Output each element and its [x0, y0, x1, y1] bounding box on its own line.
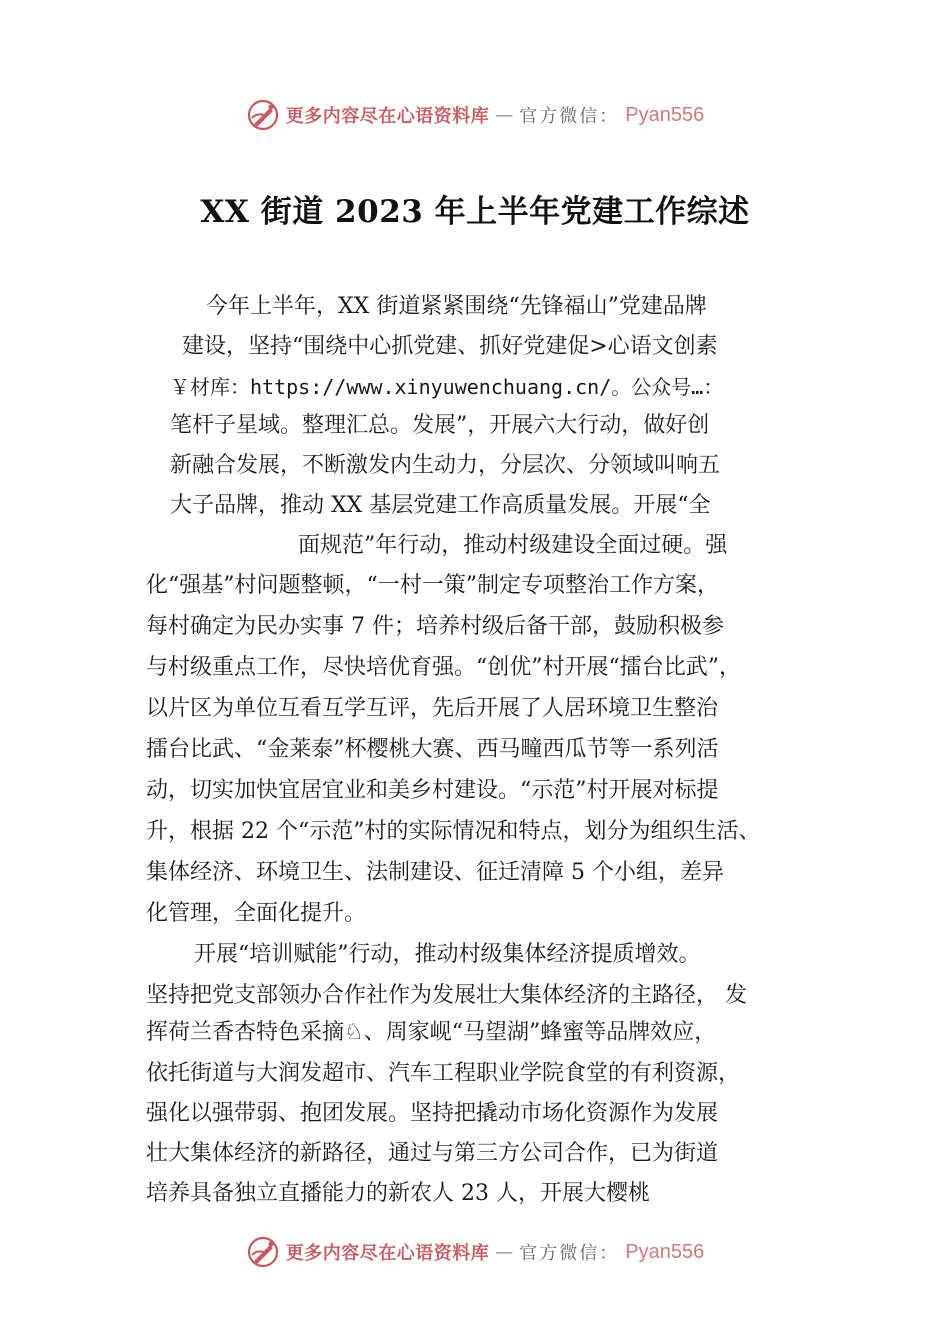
body-line: 依托街道与大润发超市、汽车工程职业学院食堂的有利资源， [146, 1061, 741, 1086]
watermark-service: 官方微信： [519, 106, 620, 127]
body-line: 集体经济、环境卫生、法制建设、征迁清障 5 个小组，差异 [146, 860, 724, 885]
body-line: 升，根据 22 个“示范”村的实际情况和特点，划分为组织生活、 [146, 819, 761, 844]
header-watermark [0, 95, 950, 135]
body-line: 与村级重点工作，尽快培优育强。“创优”村开展“擂台比武”， [146, 655, 741, 680]
body-line: 新融合发展，不断激发内生动力，分层次、分领域叫响五 [170, 453, 721, 478]
body-line: 强化以强带弱、抱团发展。坚持把撬动市场化资源作为发展 [146, 1101, 719, 1126]
body-line: 笔杆子星域。整理汇总。发展”，开展六大行动，做好创 [170, 413, 710, 438]
body-line: 建设，坚持“围绕中心抓党建、抓好党建促>心语文创素 [182, 334, 718, 359]
body-line: 壮大集体经济的新路径，通过与第三方公司合作，已为街道 [146, 1141, 719, 1166]
body-line: 以片区为单位互看互学互评，先后开展了人居环境卫生整治 [146, 696, 719, 721]
watermark-dash: — [495, 1241, 514, 1263]
watermark-brand: 更多内容尽在心语资料库 [285, 1243, 490, 1264]
body-line: 坚持把党支部领办合作社作为发展壮大集体经济的主路径， 发 [146, 983, 747, 1008]
body-line: 培养具备独立直播能力的新农人 23 人，开展大樱桃 [146, 1181, 650, 1206]
body-line: 今年上半年，XX 街道紧紧围绕“先锋福山”党建品牌 [206, 294, 707, 319]
footer-watermark [0, 1232, 950, 1272]
watermark-dash: — [495, 104, 514, 126]
body-line: 挥荷兰香杏特色采摘♘、周家岘“马望湖”蜂蜜等品牌效应， [146, 1020, 717, 1045]
body-line: 化管理，全面化提升。 [146, 901, 367, 926]
watermark-wechat-id: Pyan556 [625, 1240, 705, 1263]
body-line: ￥材库：https://www.xinyuwenchuang.cn/。公众号…： [170, 375, 724, 399]
watermark-brand: 更多内容尽在心语资料库 [285, 106, 490, 127]
document-title: XX 街道 2023 年上半年党建工作综述 [200, 194, 750, 230]
body-line: 擂台比武、“金莱泰”杯樱桃大赛、西马疃西瓜节等一系列活 [146, 737, 719, 762]
body-line: 面规范”年行动，推动村级建设全面过硬。强 [298, 533, 728, 558]
body-line: 化“强基”村问题整顿，“一村一策”制定专项整治工作方案， [146, 573, 719, 598]
body-line: 动，切实加快宜居宜业和美乡村建设。“示范”村开展对标提 [146, 778, 719, 803]
body-line: 每村确定为民办实事 7 件；培养村级后备干部，鼓励积极参 [146, 614, 724, 639]
watermark-wechat-id: Pyan556 [625, 103, 705, 126]
pen-logo-icon [246, 1235, 280, 1269]
watermark-service: 官方微信： [519, 1243, 620, 1264]
body-line: 开展“培训赋能”行动，推动村级集体经济提质增效。 [194, 942, 701, 967]
body-line: 大子品牌，推动 XX 基层党建工作高质量发展。开展“全 [170, 493, 711, 518]
pen-logo-icon [246, 98, 280, 132]
